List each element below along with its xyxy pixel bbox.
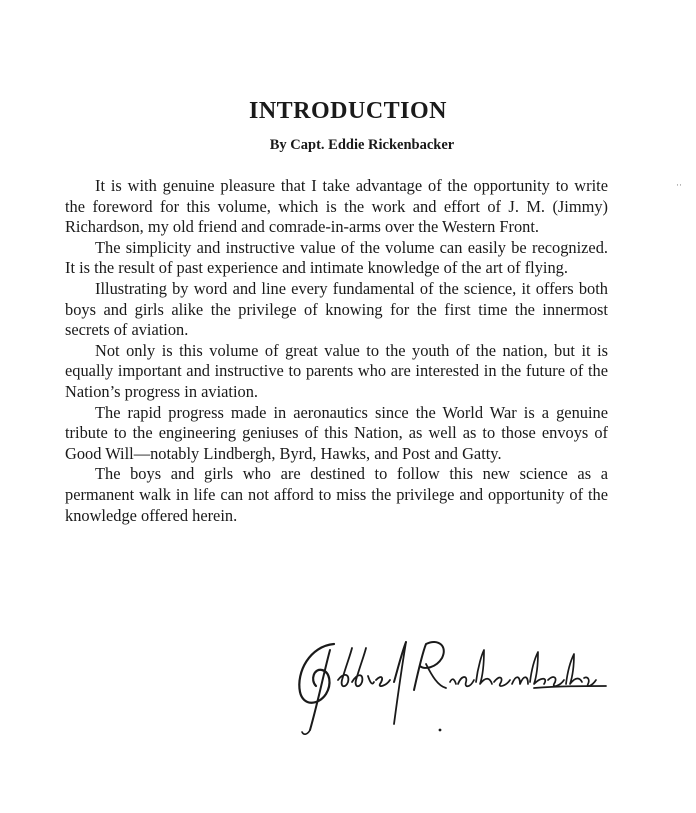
- paragraph-2: The simplicity and instructive value of the volume can easily be recognized. It is the result of past experience and intimate knowledge of the art of flying.: [65, 237, 608, 278]
- byline: By Capt. Eddie Rickenbacker: [269, 137, 455, 153]
- stray-mark: ··: [676, 180, 682, 190]
- paragraph-1: It is with genuine pleasure that I take advantage of the opportunity to write the foreword for this volume, which is the work and effort of J. M. (Jimmy) Richardson, my old friend and comrade-in-arms over the Western Front.: [65, 176, 608, 237]
- body-text: [65, 176, 608, 526]
- paragraph-3: Illustrating by word and line every fundamental of the science, it offers both boys and girls alike the privilege of knowing for the first time the innermost secrets of aviation.: [65, 278, 608, 340]
- paragraph-5: The rapid progress made in aeronautics since the World War is a genuine tribute to the engineering geniuses of this Nation, as well as to those envoys of Good Will—notably Lindbergh, Byrd, Hawks, and Post and Gatty.: [65, 402, 608, 463]
- paragraph-6: The boys and girls who are destined to follow this new science as a permanent walk in life can not afford to miss the privilege and opportunity of the knowledge offered herein.: [65, 464, 608, 525]
- signature-image: [290, 632, 610, 742]
- page-title: INTRODUCTION: [248, 98, 448, 124]
- paragraph-4: Not only is this volume of great value to the youth of the nation, but it is equally important and instructive to parents who are interested in the future of the Nation’s progress in aviation.: [65, 340, 608, 401]
